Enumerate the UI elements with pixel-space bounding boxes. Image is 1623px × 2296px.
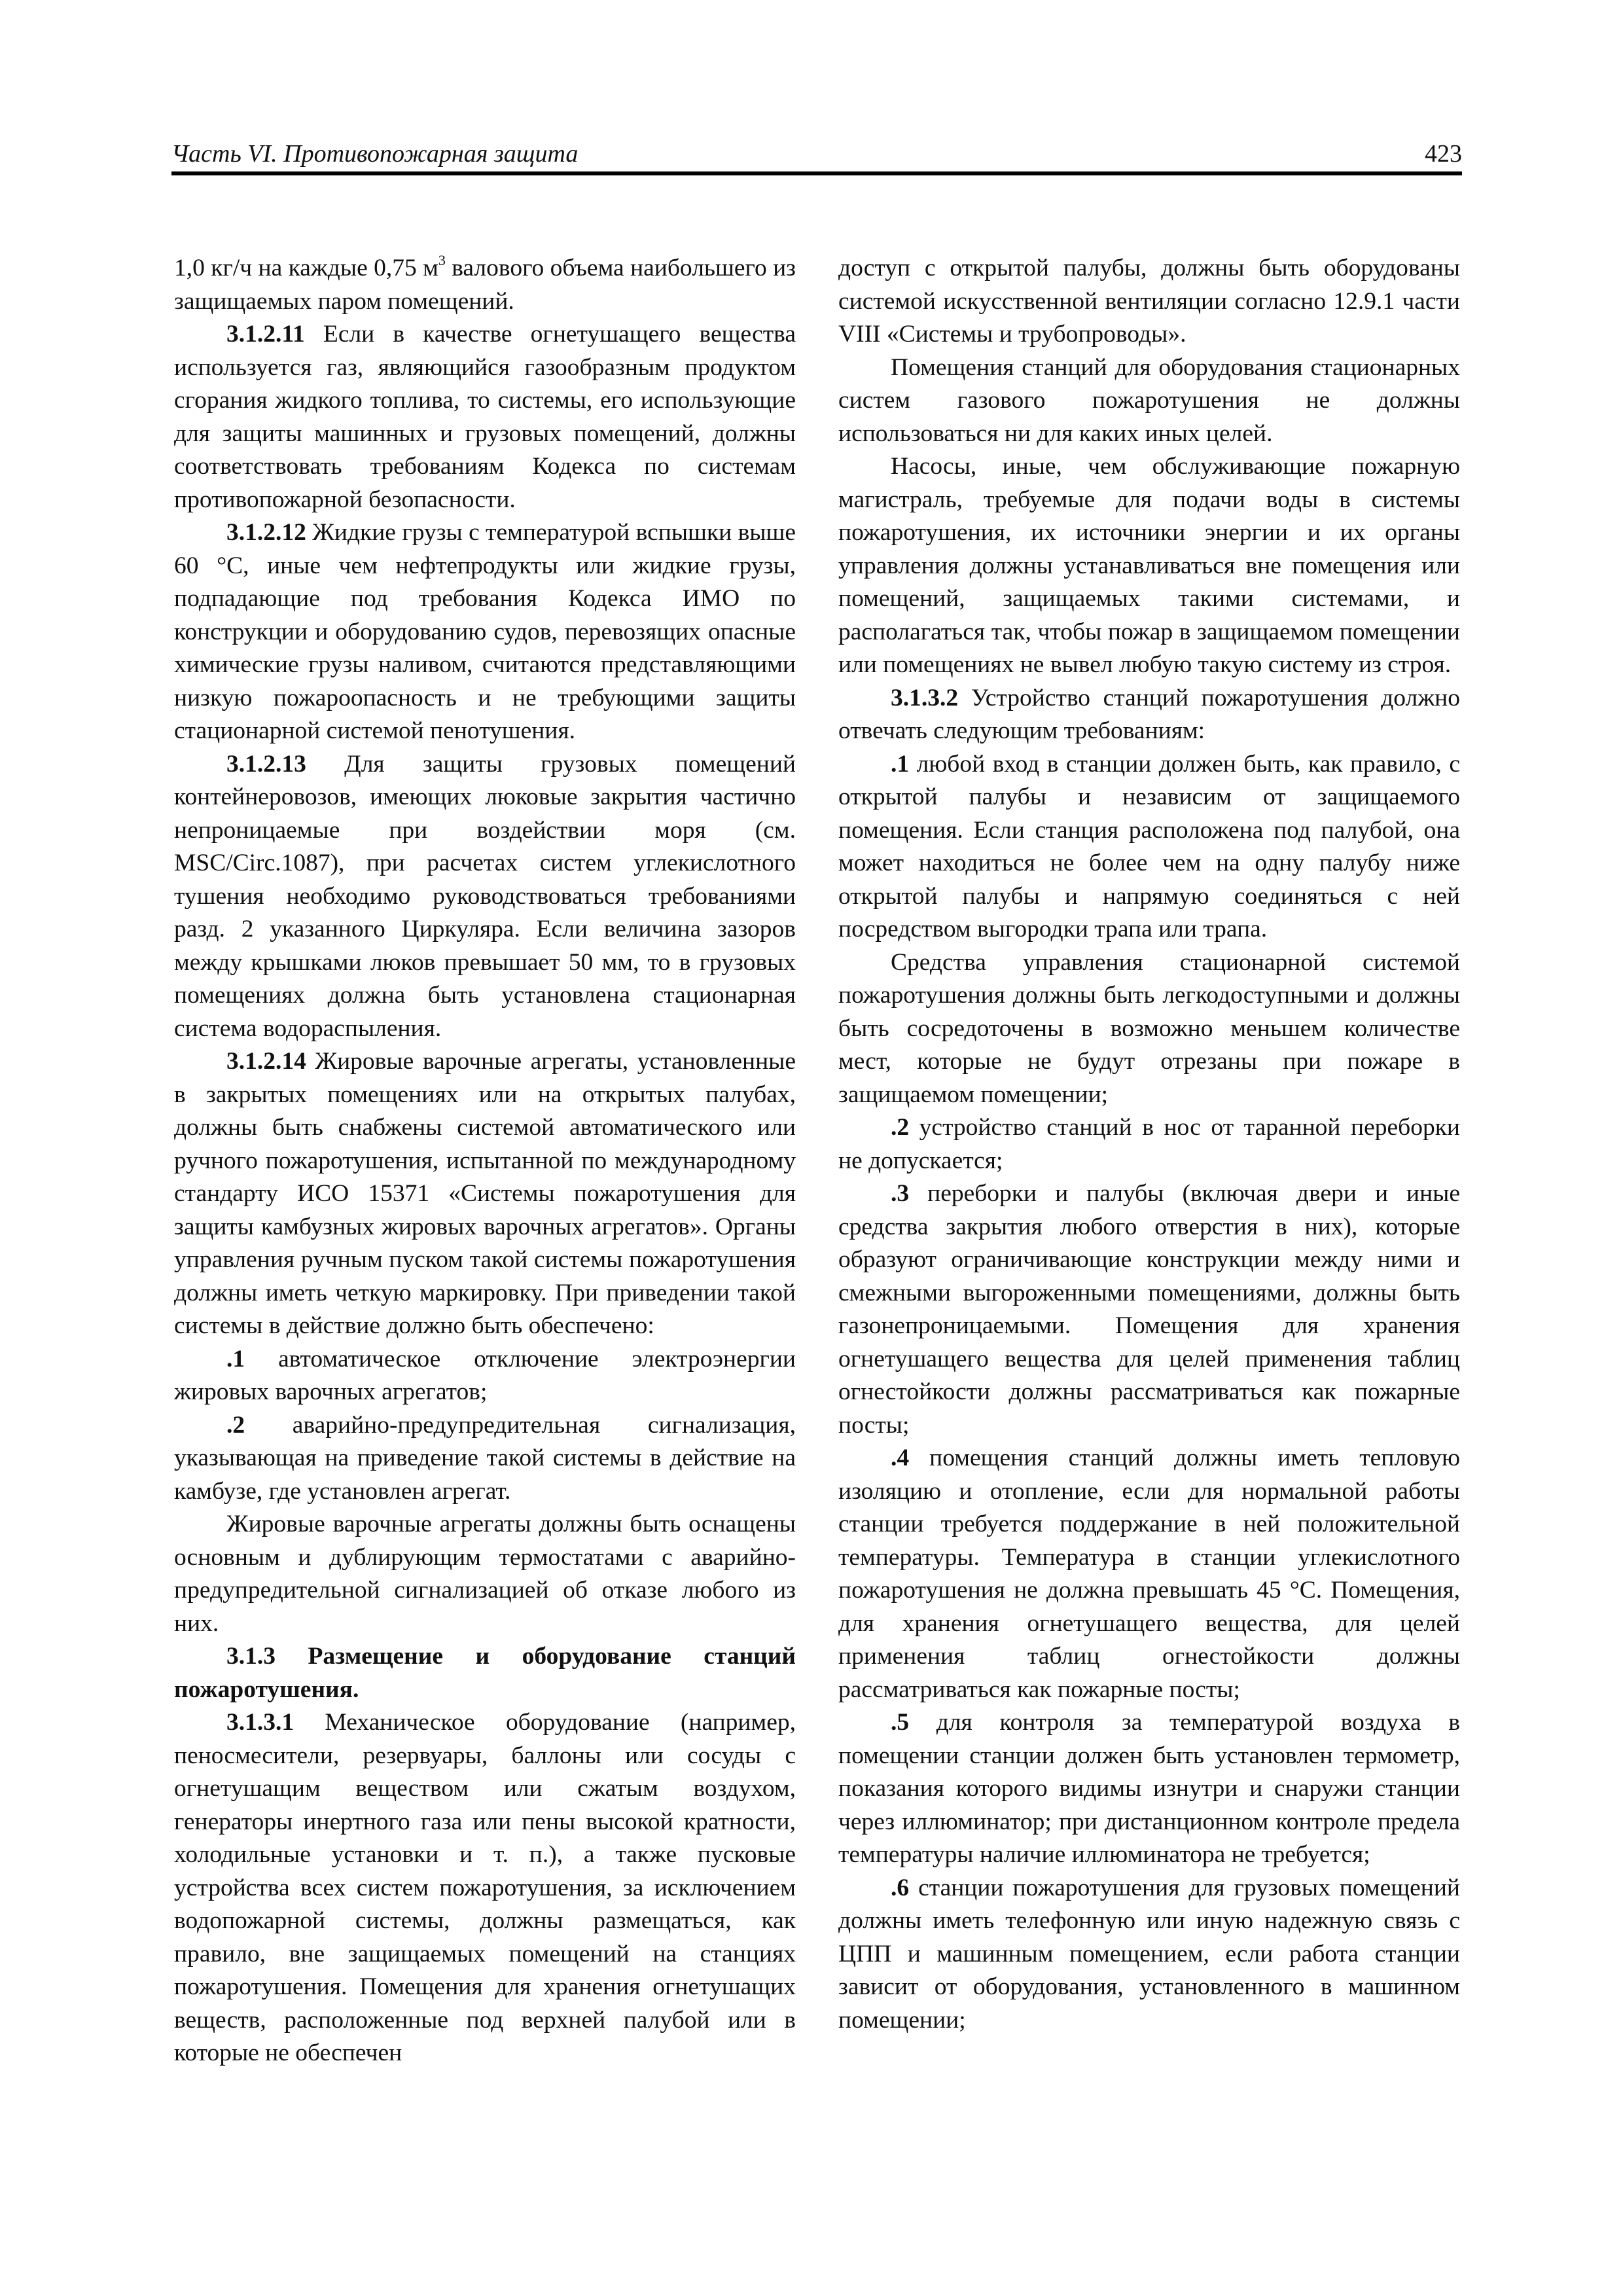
item-number: .3 bbox=[891, 1180, 910, 1207]
right-column bbox=[838, 252, 1460, 2037]
running-header-title: Часть VI. Противопожарная защита bbox=[171, 140, 579, 168]
list-item bbox=[838, 1177, 1460, 1442]
clause-3-1-3-1 bbox=[174, 1706, 796, 2070]
paragraph-text: Жидкие грузы с температурой вспышки выше 60 °С, иные чем нефтепродукты или жидкие грузы, подпадающие под требования Кодекса ИМО по конструкции и оборудованию судов, перевозящих опасные химические грузы наливом, считаются представляющими низкую пожароопасность и не требующими защиты стационарной системой пенотушения. bbox=[174, 519, 796, 744]
list-item bbox=[174, 1343, 796, 1409]
paragraph-text: 1,0 кг/ч на каждые 0,75 м bbox=[174, 255, 438, 281]
running-header bbox=[171, 134, 1462, 168]
clause-number: 3.1.2.11 bbox=[226, 321, 305, 348]
section-heading-text: 3.1.3 Размещение и оборудование станций пожаротушения. bbox=[174, 1643, 796, 1703]
paragraph: Жировые варочные агрегаты должны быть оснащены основным и дублирующим термостатами с аварийно-предупредительной сигнализацией об отказе любого из них. bbox=[174, 1511, 796, 1637]
clause-number: 3.1.3.2 bbox=[891, 684, 959, 711]
clause-3-1-3-2 bbox=[838, 682, 1460, 748]
header-rule bbox=[171, 171, 1462, 175]
paragraph: доступ с открытой палубы, должны быть оборудованы системой искусственной вентиляции согласно 12.9.1 части VIII «Системы и трубопроводы». bbox=[838, 255, 1460, 348]
list-item bbox=[838, 1111, 1460, 1177]
clause-number: 3.1.2.14 bbox=[226, 1048, 306, 1075]
list-item bbox=[838, 1442, 1460, 1706]
list-item bbox=[174, 1409, 796, 1509]
item-number: .5 bbox=[891, 1709, 910, 1736]
clause-number: 3.1.3.1 bbox=[226, 1709, 294, 1736]
item-number: .1 bbox=[226, 1345, 245, 1372]
clause-number: 3.1.2.13 bbox=[226, 750, 306, 778]
item-number: .6 bbox=[891, 1874, 910, 1901]
item-number: .2 bbox=[226, 1411, 245, 1439]
clause-3-1-2-13 bbox=[174, 748, 796, 1046]
paragraph-text: Устройство станций пожаротушения должно отвечать следующим требованиям: bbox=[838, 684, 1460, 744]
list-item bbox=[838, 1872, 1460, 2037]
superscript: 3 bbox=[438, 252, 446, 268]
section-heading bbox=[174, 1640, 796, 1706]
paragraph-text: помещения станций должны иметь тепловую изоляцию и отопление, если для нормальной работы станции требуется поддержание в ней положительной температуры. Температура в станции углекислотного пожаротушения не должна превышать 45 °С. Помещения, для хранения огнетушащего вещества, для целей применения таблиц огнестойкости должны рассматриваться как пожарные посты; bbox=[838, 1444, 1460, 1703]
list-item bbox=[838, 748, 1460, 946]
paragraph-text: Механическое оборудование (например, пеносмесители, резервуары, баллоны или сосуды с огнетушащим веществом или сжатым воздухом, генераторы инертного газа или пены высокой кратности, холодильные установки и т. п.), а также пусковые устройства всех систем пожаротушения, за исключением водопожарной системы, должны размещаться, как правило, вне защищаемых помещений на станциях пожаротушения. Помещения для хранения огнетушащих веществ, расположенные под верхней палубой или в которые не обеспечен bbox=[174, 1709, 796, 2066]
paragraph-text: валового объема наибольшего из защищаемых паром помещений. bbox=[174, 255, 796, 315]
item-number: .4 bbox=[891, 1444, 910, 1471]
paragraph-text: переборки и палубы (включая двери и иные средства закрытия любого отверстия в них), которые образуют ограничивающие конструкции между ними и смежными выгороженными помещениями, должны быть газонепроницаемыми. Помещения для хранения огнетушащего вещества для целей применения таблиц огнестойкости должны рассматриваться как пожарные посты; bbox=[838, 1180, 1460, 1439]
paragraph: Средства управления стационарной системой пожаротушения должны быть легкодоступными и должны быть сосредоточены в возможно меньшем количестве мест, которые не будут отрезаны при пожаре в защищаемом помещении; bbox=[838, 948, 1460, 1108]
paragraph-text: автоматическое отключение электроэнергии жировых варочных агрегатов; bbox=[174, 1345, 796, 1405]
clause-3-1-2-12 bbox=[174, 516, 796, 748]
list-item bbox=[838, 1706, 1460, 1872]
paragraph-text: для контроля за температурой воздуха в помещении станции должен быть установлен термометр, показания которого видимы изнутри и снаружи станции через иллюминатор; при дистанционном контроле предела температуры наличие иллюминатора не требуется; bbox=[838, 1709, 1460, 1868]
clause-number: 3.1.2.12 bbox=[226, 519, 306, 546]
paragraph bbox=[174, 252, 796, 318]
paragraph: Помещения станций для оборудования стационарных систем газового пожаротушения не должны использоваться ни для каких иных целей. bbox=[838, 353, 1460, 447]
paragraph-text: Для защиты грузовых помещений контейнеровозов, имеющих люковые закрытия частично непроницаемые при воздействии моря (см. MSC/Circ.1087), при расчетах систем углекислотного тушения необходимо руководствоваться требованиями разд. 2 указанного Циркуляра. Если величина зазоров между крышками люков превышает 50 мм, то в грузовых помещениях должна быть установлена стационарная система водораспыления. bbox=[174, 750, 796, 1042]
item-number: .2 bbox=[891, 1114, 910, 1141]
paragraph-text: любой вход в станции должен быть, как правило, с открытой палубы и независим от защищаемого помещения. Если станция расположена под палубой, она может находиться не более чем на одну палубу ниже открытой палубы и напрямую соединяться с ней посредством выгородки трапа или трапа. bbox=[838, 750, 1460, 942]
page-number: 423 bbox=[1425, 140, 1462, 168]
paragraph-text: Если в качестве огнетушащего вещества используется газ, являющийся газообразным продуктом сгорания жидкого топлива, то системы, его использующие для защиты машинных и грузовых помещений, должны соответствовать требованиям Кодекса по системам противопожарной безопасности. bbox=[174, 321, 796, 513]
paragraph-text: Жировые варочные агрегаты, установленные в закрытых помещениях или на открытых палубах, должны быть снабжены системой автоматического или ручного пожаротушения, испытанной по международному стандарту ИСО 15371 «Системы пожаротушения для защиты камбузных жировых варочных агрегатов». Органы управления ручным пуском такой системы пожаротушения должны иметь четкую маркировку. При приведении такой системы в действие должно быть обеспечено: bbox=[174, 1048, 796, 1339]
paragraph: Насосы, иные, чем обслуживающие пожарную магистраль, требуемые для подачи воды в системы пожаротушения, их источники энергии и их органы управления должны устанавливаться вне помещения или помещений, защищаемых такими системами, и располагаться так, чтобы пожар в защищаемом помещении или помещениях не вывел любую такую систему из строя. bbox=[838, 453, 1460, 678]
item-number: .1 bbox=[891, 750, 910, 778]
paragraph-text: аварийно-предупредительная сигнализация, указывающая на приведение такой системы в действие на камбузе, где установлен агрегат. bbox=[174, 1411, 796, 1505]
paragraph-text: станции пожаротушения для грузовых помещений должны иметь телефонную или иную надежную связь с ЦПП и машинным помещением, если работа станции зависит от оборудования, установленного в машинном помещении; bbox=[838, 1874, 1460, 2034]
clause-3-1-2-11 bbox=[174, 318, 796, 516]
left-column bbox=[174, 252, 796, 2070]
clause-3-1-2-14 bbox=[174, 1045, 796, 1343]
paragraph-text: устройство станций в нос от таранной переборки не допускается; bbox=[838, 1114, 1460, 1174]
